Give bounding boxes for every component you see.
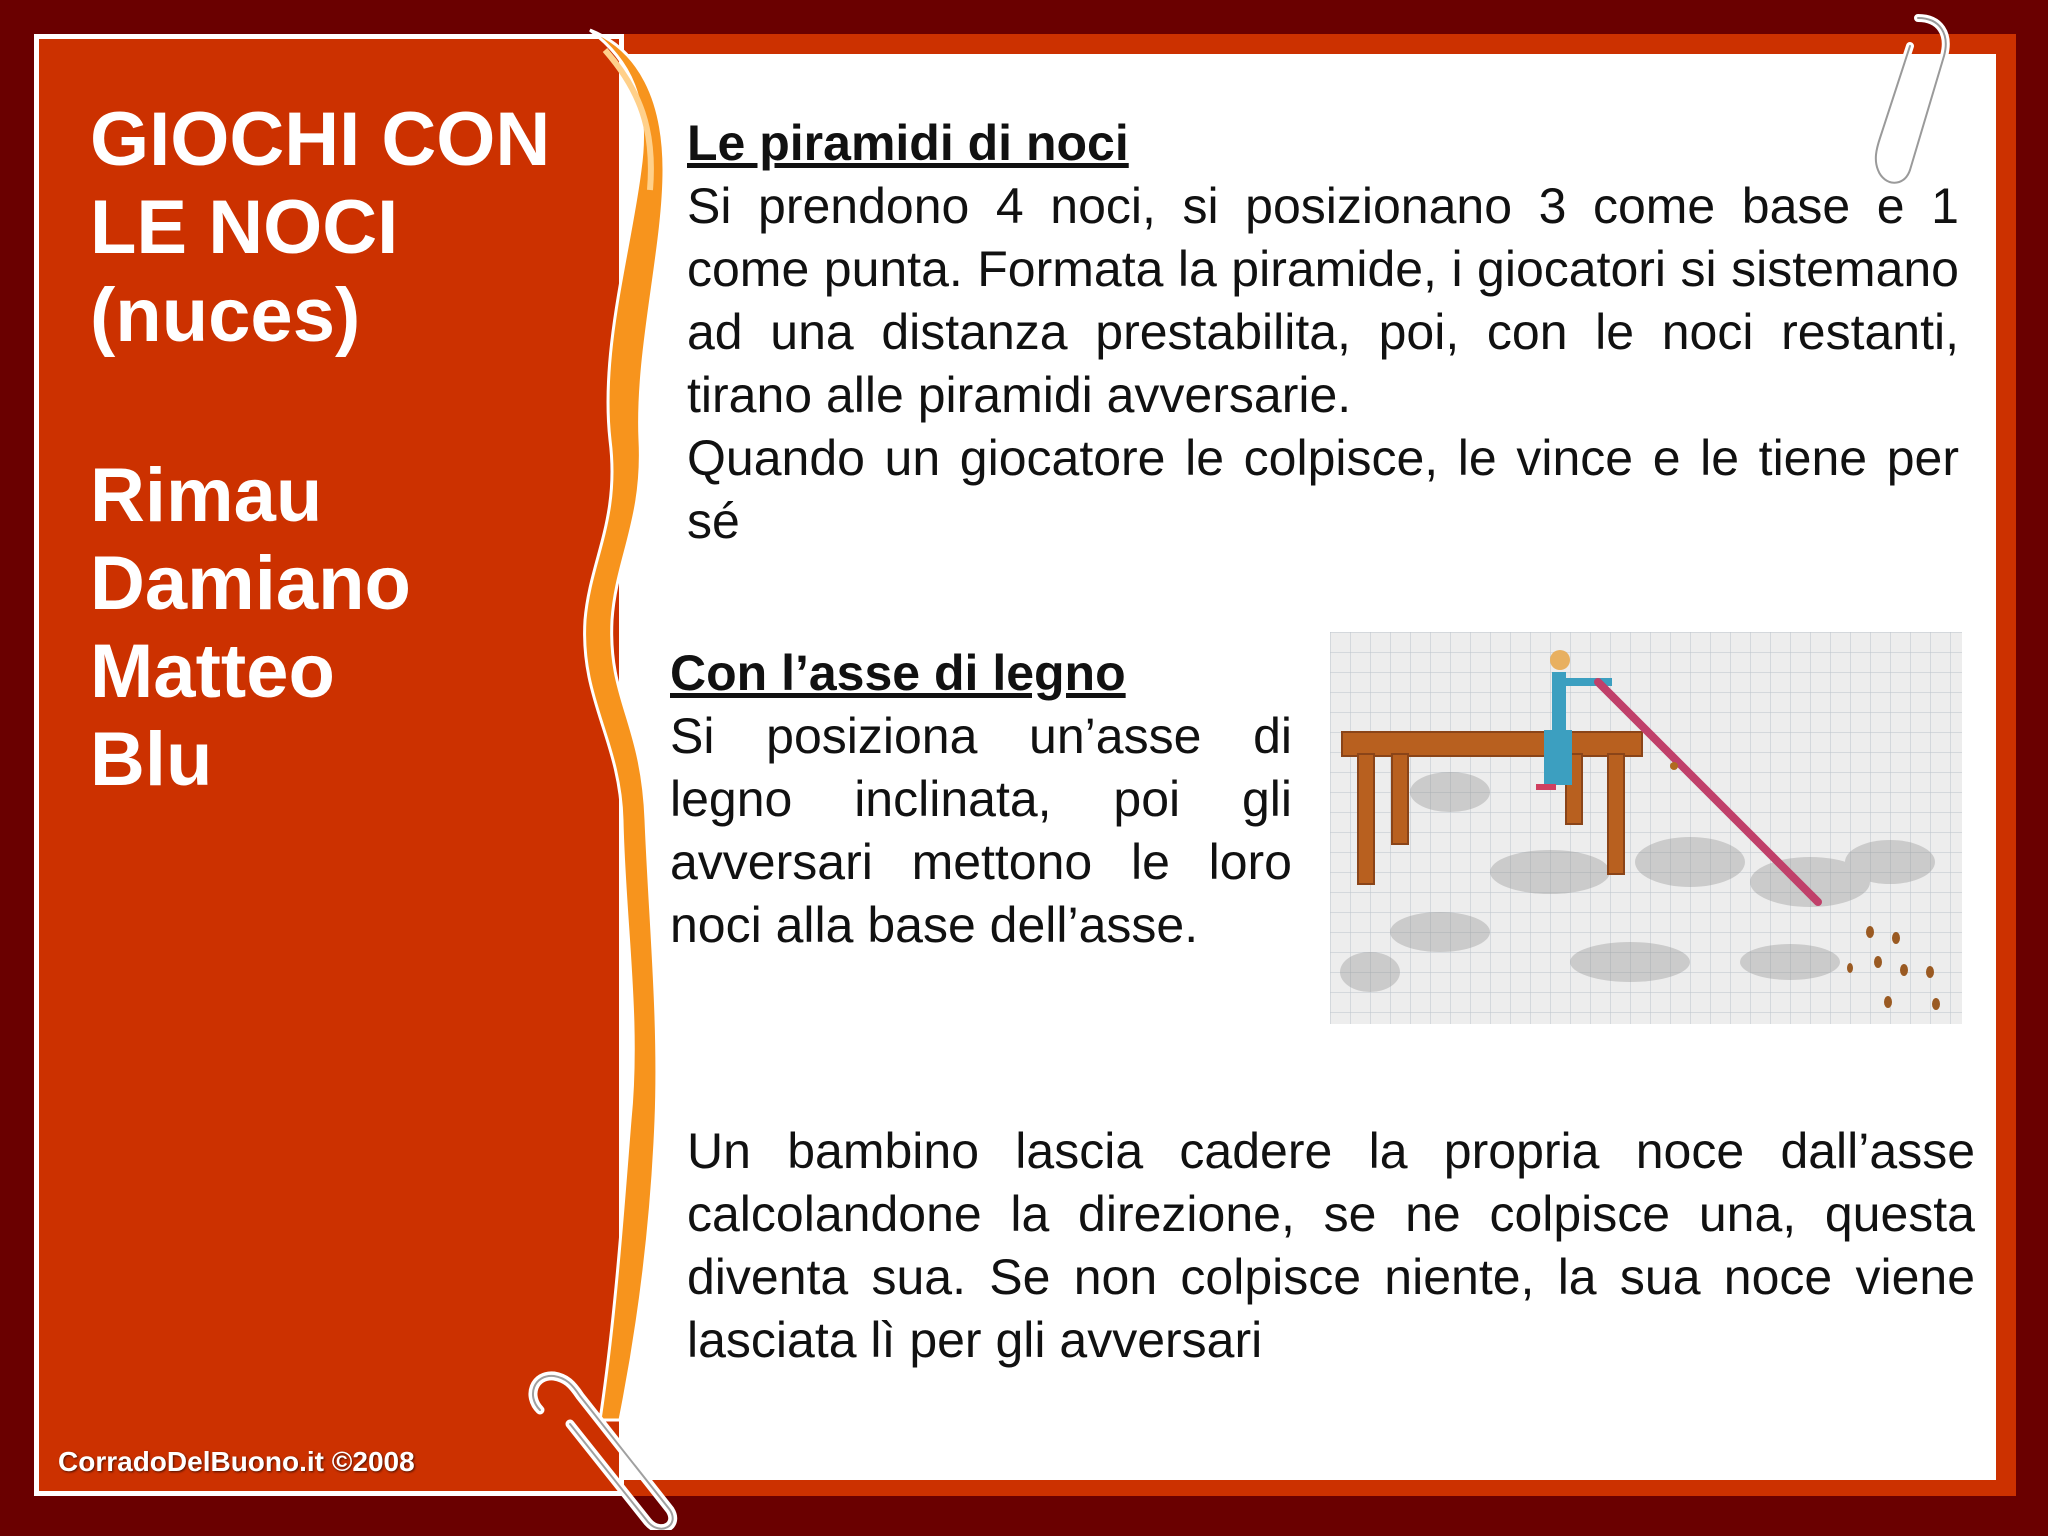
author-name: Rimau bbox=[90, 453, 323, 538]
section-paragraph: Un bambino lascia cadere la propria noce dall’asse calcolandone la direzione, se ne colpisce una, questa diventa sua. Se non colpisce niente, la sua noce viene lasciata lì per gli avversari bbox=[687, 1123, 1975, 1368]
section-heading: Con l’asse di legno bbox=[670, 645, 1126, 701]
author-name: Blu bbox=[90, 717, 213, 802]
authors-list bbox=[90, 452, 610, 804]
page-title bbox=[90, 96, 610, 360]
paperclip-icon bbox=[1848, 10, 1958, 190]
title-line: LE NOCI bbox=[90, 185, 399, 270]
copyright-footer: CorradoDelBuono.it ©2008 bbox=[58, 1446, 415, 1477]
section-asse bbox=[670, 642, 1292, 957]
section-piramidi bbox=[687, 112, 1959, 553]
author-name: Matteo bbox=[90, 629, 335, 714]
author-name: Damiano bbox=[90, 541, 411, 626]
section-paragraph: Quando un giocatore le colpisce, le vince e le tiene per sé bbox=[687, 430, 1959, 549]
section-paragraph: Si posiziona un’asse di legno inclinata, poi gli avversari mettono le loro noci alla base dell’asse. bbox=[670, 708, 1292, 953]
paperclip-icon bbox=[520, 1350, 690, 1530]
section-heading: Le piramidi di noci bbox=[687, 115, 1129, 171]
section-bambino bbox=[687, 1120, 1975, 1372]
drawing-image bbox=[1330, 632, 1962, 1024]
section-paragraph: Si prendono 4 noci, si posizionano 3 come base e 1 come punta. Formata la piramide, i giocatori si sistemano ad una distanza prestabilita, poi, con le noci restanti, tirano alle piramidi avversarie. bbox=[687, 178, 1959, 423]
title-line: GIOCHI CON bbox=[90, 97, 551, 182]
title-line: (nuces) bbox=[90, 273, 361, 358]
